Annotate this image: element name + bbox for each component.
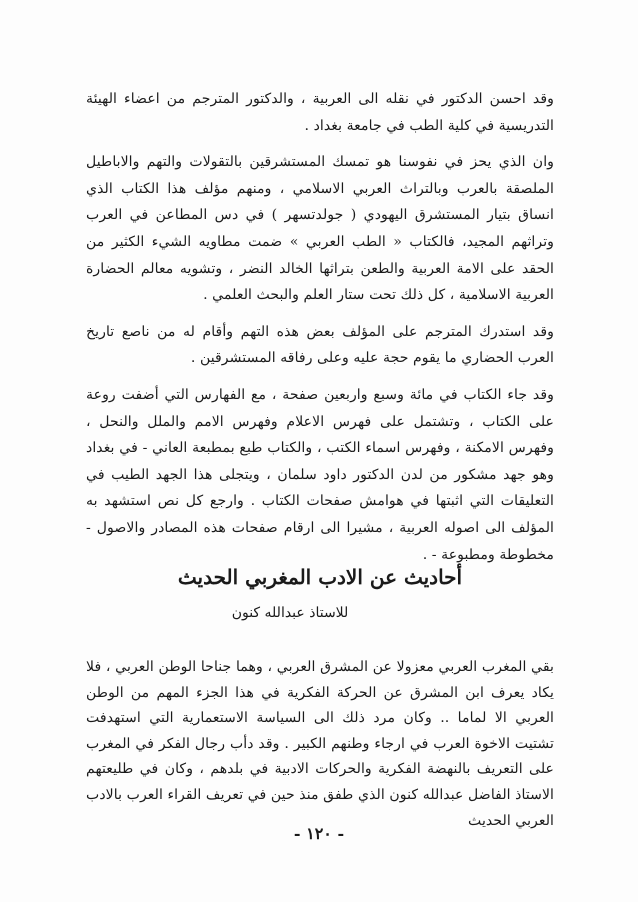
paragraph-book-description: وقد جاء الكتاب في مائة وسبع واربعين صفحة ، مع الفهارس التي أضفت روعة على الكتاب ، وتشتمل على فهرس الاعلام وفهرس الامم والملل والنحل ، وفهرس الامكنة ، وفهرس اسماء الكتب ، والكتاب طبع بمطبعة العاني - في بغداد وهو جهد مشكور من لدن الدكتور داود سلمان ، ويتجلى هذا الجهد الطيب في التعليقات التي اثبتها في هوامش صفحات الكتاب . وارجع كل نص استشهد به المؤلف الى اصوله العربية ، مشيرا الى ارقام صفحات هذه المصادر والاصول - مخطوطة ومطبوعة - . <box>86 386 554 563</box>
article-author: للاستاذ عبدالله كنون <box>231 605 349 621</box>
paragraph-translator-credit: وقد احسن الدكتور في نقله الى العربية ، والدكتور المترجم من اعضاء الهيئة التدريسية في كلية الطب في جامعة بغداد . <box>86 91 554 134</box>
paragraph-maghreb-intro: بقي المغرب العربي معزولا عن المشرق العربي ، وهما جناحا الوطن العربي ، فلا يكاد يعرف ابن المشرق عن الحركة الفكرية في هذا الجزء المهم من الوطن العربي الا لماما .. وكان مرد ذلك الى السياسة الاستعمارية التي استهدفت تشتيت الاخوة العرب في ارجاء وطنهم الكبير . وقد دأب رجال الفكر في المغرب على التعريف بالنهضة الفكرية والحركات الادبية في بلدهم ، وكان في طليعتهم الاستاذ الفاضل عبدالله كنون الذي طفق منذ حين في تعريف القراء العرب بالادب العربي الحديث <box>86 659 554 829</box>
review-section <box>86 86 554 568</box>
paragraph-orientalists: وان الذي يحز في نفوسنا هو تمسك المستشرقين بالتقولات والتهم والاباطيل الملصقة بالعرب وبالتراث العربي الاسلامي ، ومنهم مؤلف هذا الكتاب الذي انساق بتيار المستشرق اليهودي ( جولدتسهر ) في دس المطاعن في العرب وتراثهم المجيد، فالكتاب « الطب العربي » ضمت مطاويه الشيء الكثير من الحقد على الامة العربية والطعن بتراثها الخالد النضر ، وتشويه معالم الحضارة العربية الاسلامية ، كل ذلك تحت ستار العلم والبحث العلمي . <box>86 154 554 304</box>
paragraph-translator-rebuttal: وقد استدرك المترجم على المؤلف بعض هذه التهم وأقام له من ناصع تاريخ العرب الحضاري ما يقوم حجة عليه وعلى رفاقه المستشرقين . <box>86 323 554 367</box>
page-number: - ١٢٠ - <box>293 824 345 843</box>
article-title: أحاديث عن الادب المغربي الحديث <box>177 565 463 589</box>
article-body <box>86 655 554 834</box>
